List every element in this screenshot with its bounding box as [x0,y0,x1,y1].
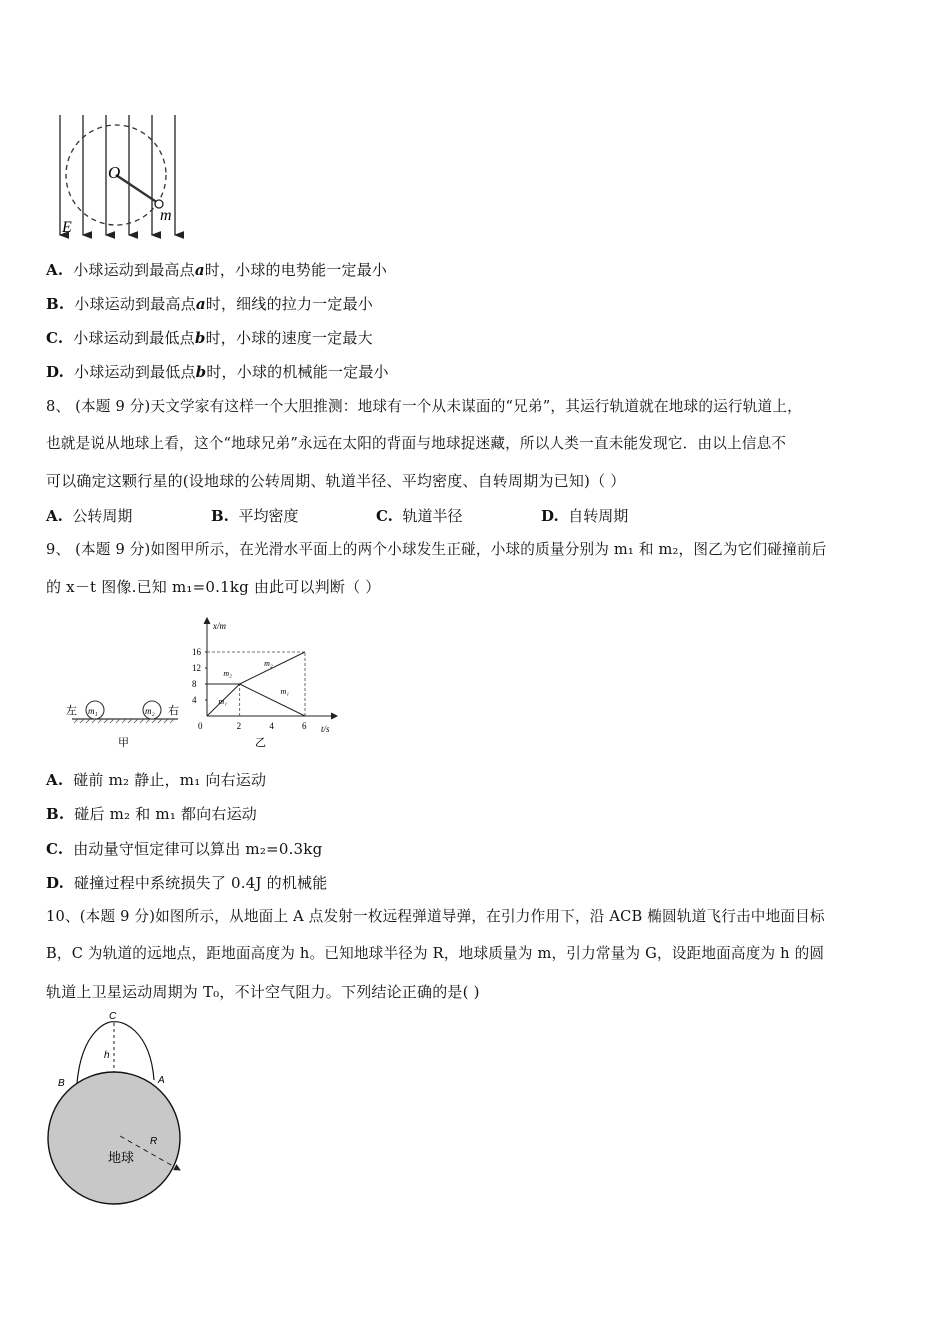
q10-stem-line3: 轨道上卫星运动周期为 T₀，不计空气阻力。下列结论正确的是( ) [46,983,480,1001]
q9-option-a: A. 碰前 m₂ 静止，m₁ 向右运动 [46,771,267,789]
label-m: m [160,207,172,224]
q10-stem-line1: 10、(本题 9 分)如图所示，从地面上 A 点发射一枚远程弹道导弹，在引力作用下，沿 ACB 椭圆轨道飞行击中地面目标 [46,908,825,925]
left-label: 左 [66,704,77,717]
caption-jia: 甲 [118,736,129,749]
label-E: E [62,219,72,236]
q7-option-a: A. 小球运动到最高点a时，小球的电势能一定最小 [46,261,388,279]
caption-yi: 乙 [255,736,266,749]
q8-option-b: B. 平均密度 [211,507,299,525]
q10-stem-line2: B，C 为轨道的远地点，距地面高度为 h。已知地球半径为 R，地球质量为 m，引力常量为 G，设距地面高度为 h 的圆 [46,945,825,962]
q8-option-c: C. 轨道半径 [376,507,463,525]
ball-m1-label: m₁ [88,706,98,716]
electric-field-figure [50,110,190,240]
q8-stem-line1: 8、 (本题 9 分)天文学家有这样一个大胆推测：地球有一个从未谋面的“兄弟”，其运行轨道就在地球的运行轨道上， [46,398,802,415]
q8-options [46,506,706,526]
q9-option-d: D. 碰撞过程中系统损失了 0.4J 的机械能 [46,874,328,892]
label-R: R [150,1136,158,1147]
x-tick-0: 0 [198,721,203,731]
label-h: h [104,1050,110,1061]
x-tick-6: 6 [302,721,307,731]
label-C: C [109,1011,117,1022]
q8-stem-line3: 可以确定这颗行星的(设地球的公转周期、轨道半径、平均密度、自转周期为已知)（ ） [46,472,626,490]
series-1-label-1: m₁ [280,687,290,696]
label-earth: 地球 [108,1151,135,1166]
label-B: B [58,1078,65,1089]
q8-stem-line2: 也就是说从地球上看，这个“地球兄弟”永远在太阳的背面与地球捉迷藏，所以人类一直未能发现它．由以上信息不 [46,435,787,452]
x-tick-4: 4 [269,721,274,731]
label-O: O [108,163,121,182]
y-tick-8: 8 [192,679,197,689]
ball-m2-label: m₂ [145,706,155,716]
series-2-label-0: m₂ [223,669,232,678]
x-tick-2: 2 [236,721,242,731]
q8-option-d: D. 自转周期 [541,507,629,525]
q9-option-c: C. 由动量守恒定律可以算出 m₂=0.3kg [46,840,323,858]
label-A: A [158,1075,165,1086]
earth-orbit-figure [40,1008,200,1218]
xt-chart [185,610,345,750]
q9-stem-line1: 9、 (本题 9 分)如图甲所示，在光滑水平面上的两个小球发生正碰，小球的质量分别为 m₁ 和 m₂，图乙为它们碰撞前后 [46,541,827,558]
q8-option-a: A. 公转周期 [46,507,133,525]
q9-stem-line2: 的 x－t 图像.已知 m₁=0.1kg 由此可以判断（ ） [46,578,381,596]
y-tick-4: 4 [192,695,197,705]
series-2-label-1: m₂ [264,659,273,668]
series-2-line [207,652,305,684]
y-axis-label: x/m [213,621,226,631]
x-axis-label: t/s [321,724,330,734]
y-tick-12: 12 [192,663,201,673]
figure-jia [60,690,190,750]
right-label: 右 [168,704,179,717]
q9-option-b: B. 碰后 m₂ 和 m₁ 都向右运动 [46,805,257,823]
q7-option-c: C. 小球运动到最低点b时，小球的速度一定最大 [46,329,373,347]
y-tick-16: 16 [192,647,201,657]
q7-option-b: B. 小球运动到最高点a时，细线的拉力一定最小 [46,295,373,313]
q7-option-d: D. 小球运动到最低点b时，小球的机械能一定最小 [46,363,389,381]
series-1-label-0: m₁ [218,697,227,706]
